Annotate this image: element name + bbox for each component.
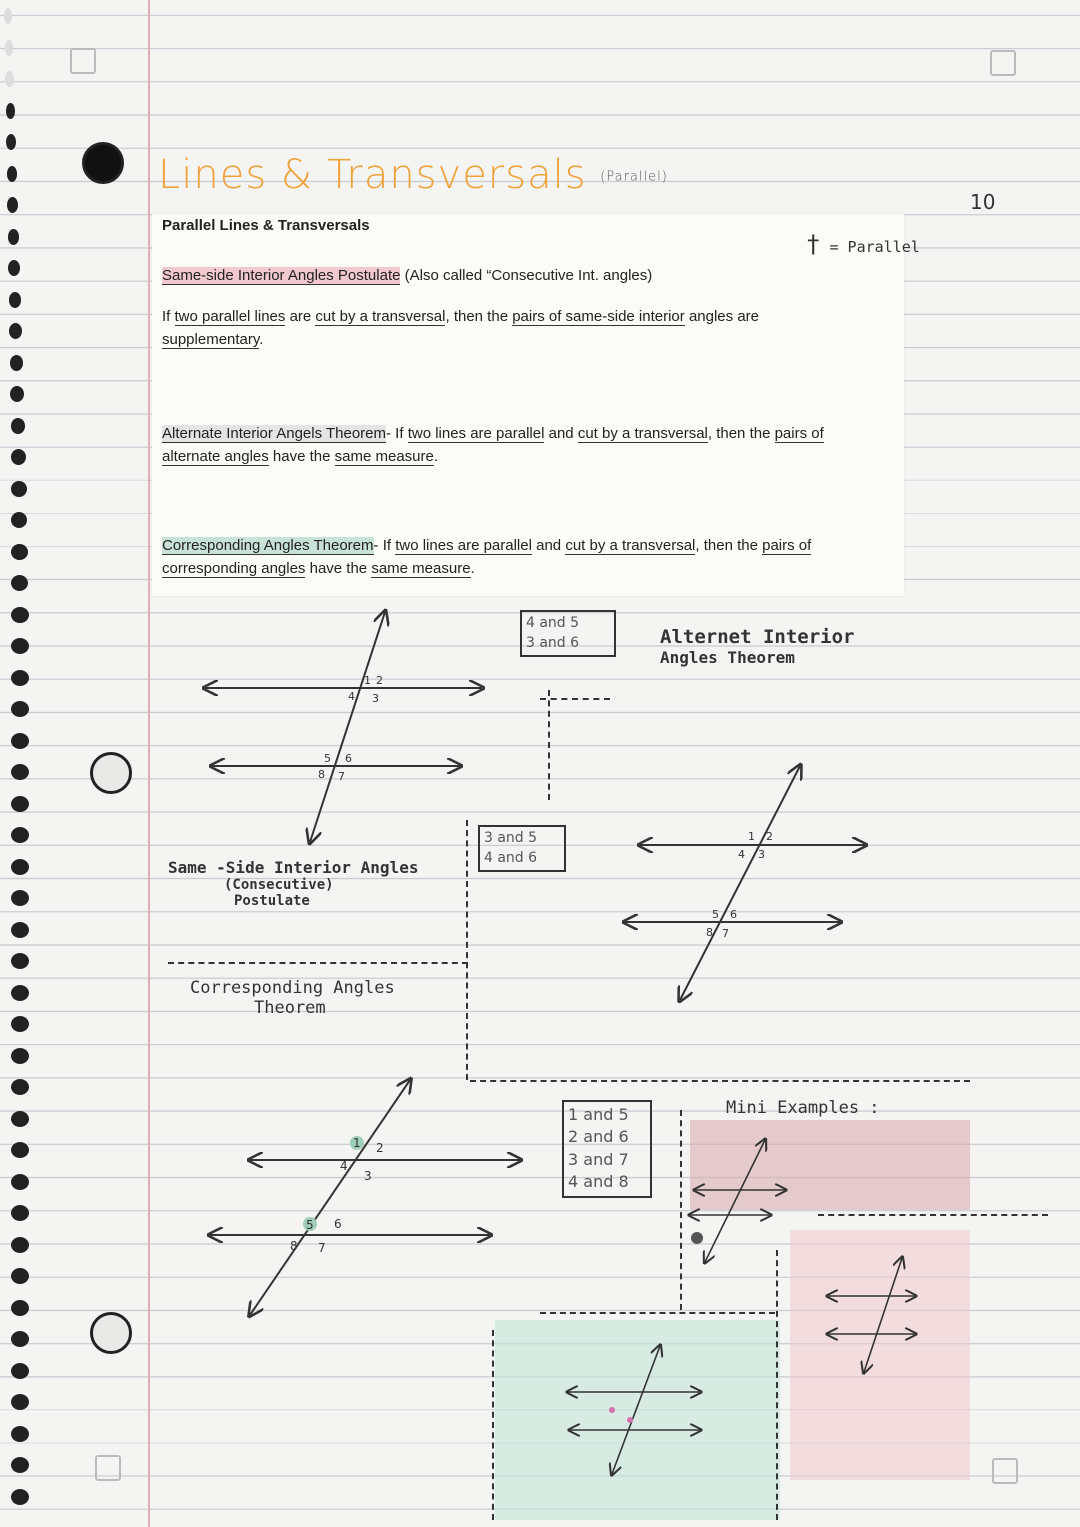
alternate-theorem-name: Alternate Interior Angels Theorem — [162, 425, 387, 442]
handout-heading: Parallel Lines & Transversals — [162, 217, 370, 234]
angle-label-5: 5 — [306, 1218, 314, 1232]
pair-label: 3 and 5 — [484, 830, 538, 846]
text-run: , then the — [695, 537, 763, 554]
transversal-line — [680, 766, 800, 1000]
title-main: Lines & Transversals — [158, 152, 587, 198]
angle-label-2: 2 — [766, 830, 773, 843]
angle-label-3: 3 — [372, 692, 379, 705]
angle-dot — [609, 1407, 615, 1413]
text-run: - If — [373, 537, 396, 554]
angle-label-5: 5 — [324, 752, 331, 765]
angle-label-8: 8 — [290, 1239, 298, 1253]
pair-label: 2 and 6 — [568, 1127, 629, 1147]
angle-label-6: 6 — [345, 752, 352, 765]
underlined-phrase: pairs of — [774, 425, 824, 442]
angle-label-6: 6 — [334, 1217, 342, 1231]
angle-label-3: 3 — [364, 1169, 372, 1183]
transversal-line — [310, 612, 385, 842]
parallel-legend-label: = Parallel — [829, 238, 920, 256]
text-run: have the — [305, 560, 372, 578]
text-run: . — [259, 331, 264, 349]
text-run: and — [531, 537, 566, 554]
mini-example-2 — [828, 1258, 915, 1372]
angle-label-1: 1 — [353, 1136, 361, 1150]
label-line: Theorem — [254, 998, 326, 1018]
pair-label: 3 and 7 — [568, 1149, 629, 1169]
pair-label: 3 and 6 — [526, 634, 580, 651]
angle-dot — [691, 1232, 703, 1244]
angle-label-6: 6 — [730, 908, 737, 921]
underlined-phrase: same measure — [334, 448, 434, 466]
pair-label: 1 and 5 — [568, 1105, 629, 1124]
underlined-phrase: cut by a transversal — [565, 537, 696, 554]
angle-label-2: 2 — [376, 1141, 384, 1155]
alternate-diagram — [625, 766, 865, 1000]
punch-hole — [90, 752, 132, 794]
same-side-postulate-name: Same-side Interior Angles Postulate — [162, 267, 401, 284]
punch-hole — [82, 142, 124, 184]
underlined-phrase: alternate angles — [162, 448, 269, 466]
label-line: Alternet Interior — [660, 626, 855, 648]
text-run: angles are — [684, 308, 759, 325]
pair-label: 4 and 8 — [568, 1172, 629, 1192]
underlined-phrase: same measure — [371, 560, 471, 578]
label-line: (Consecutive) — [224, 877, 334, 893]
underlined-phrase: supplementary — [162, 331, 260, 349]
parallel-symbol-icon: † — [806, 230, 821, 258]
text-run: and — [544, 425, 578, 442]
underlined-phrase: two parallel lines — [174, 308, 286, 325]
angle-label-4: 4 — [738, 848, 745, 861]
angle-label-3: 3 — [758, 848, 765, 861]
same-side-postulate-aka: (Also called “Consecutive Int. angles) — [404, 267, 653, 284]
underlined-phrase: pairs of — [762, 537, 812, 554]
angle-dot — [627, 1417, 633, 1423]
angle-label-5: 5 — [712, 908, 719, 921]
angle-label-1: 1 — [748, 830, 755, 843]
text-run: have the — [268, 448, 335, 466]
angle-label-4: 4 — [348, 690, 355, 703]
mini-examples-label: Mini Examples : — [726, 1098, 880, 1118]
corresponding-theorem-name: Corresponding Angles Theorem — [162, 537, 374, 554]
pair-label: 4 and 5 — [526, 615, 580, 631]
punch-hole — [90, 1312, 132, 1354]
text-run: . — [433, 448, 439, 466]
angle-label-4: 4 — [340, 1159, 348, 1173]
label-line: Angles Theorem — [660, 648, 795, 667]
angle-label-7: 7 — [338, 770, 345, 783]
mini-example-3 — [568, 1346, 700, 1474]
angle-label-1: 1 — [364, 674, 371, 687]
corresponding-diagram — [210, 1080, 520, 1315]
text-run: , then the — [445, 308, 513, 325]
underlined-phrase: two lines are parallel — [407, 425, 545, 442]
transversal-line — [250, 1080, 410, 1315]
angle-label-7: 7 — [722, 927, 729, 940]
underlined-phrase: cut by a transversal — [577, 425, 708, 442]
text-run: If — [162, 308, 175, 325]
label-line: Same -Side Interior Angles — [168, 858, 419, 877]
text-run: , then the — [707, 425, 775, 442]
text-run: . — [470, 560, 475, 578]
text-run: - If — [386, 425, 408, 442]
page-number: 10 — [970, 190, 996, 214]
underlined-phrase: two lines are parallel — [395, 537, 532, 554]
underlined-phrase: corresponding angles — [162, 560, 306, 578]
mini-example-1 — [690, 1140, 785, 1262]
same-side-diagram — [205, 612, 482, 842]
title-sub: (Parallel) — [600, 169, 668, 185]
underlined-phrase: cut by a transversal — [315, 308, 446, 325]
angle-label-2: 2 — [376, 674, 383, 687]
label-line: Postulate — [234, 893, 310, 909]
pair-label: 4 and 6 — [484, 849, 538, 866]
angle-label-8: 8 — [318, 768, 325, 781]
angle-label-8: 8 — [706, 926, 713, 939]
angle-label-7: 7 — [318, 1241, 326, 1255]
label-line: Corresponding Angles — [190, 978, 395, 998]
text-run: are — [285, 308, 316, 325]
underlined-phrase: pairs of same-side interior — [512, 308, 685, 325]
